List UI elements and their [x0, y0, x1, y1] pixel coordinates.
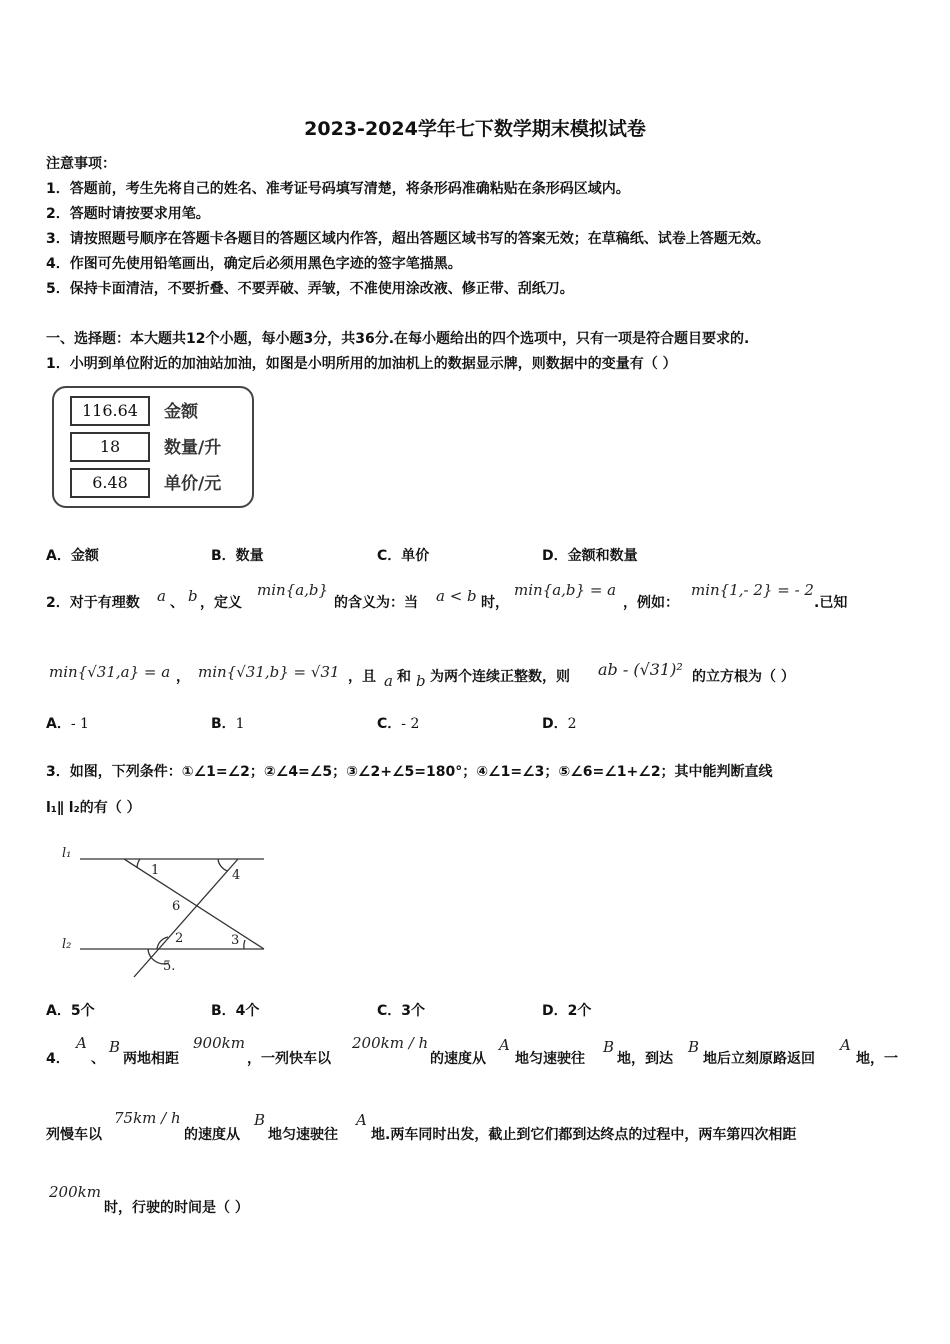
q4-text: 地，一 [856, 1051, 898, 1067]
q4-text: 的速度从 [430, 1051, 486, 1067]
angle-label-5: 5. [163, 959, 176, 974]
q3-option-d: D．2个 [542, 1003, 592, 1019]
q4-distance-2: 200km [49, 1183, 101, 1201]
q1-option-c: C．单价 [377, 548, 430, 564]
q2-text: ， [176, 669, 190, 685]
label-l1: l₁ [62, 846, 72, 861]
q2-condition-1: min{√31,a} = a [49, 663, 171, 681]
q2-option-d [542, 713, 577, 733]
q2-text: .已知 [814, 595, 848, 611]
q4-point-a: A [356, 1111, 367, 1129]
q4-text: 地，到达 [617, 1051, 673, 1067]
q4-point-b: B [603, 1038, 615, 1056]
q2-example: min{1,- 2} = - 2 [691, 581, 814, 599]
q1-option-b: B．数量 [211, 548, 264, 564]
q2-text: 、 [170, 595, 184, 611]
angle-label-3: 3 [231, 933, 240, 948]
quantity-value: 18 [70, 432, 150, 462]
parallel-lines-figure [56, 838, 276, 983]
transversal-1 [124, 859, 264, 949]
angle-label-6: 6 [172, 899, 181, 914]
amount-label: 金额 [164, 402, 198, 422]
unit-price-value: 6.48 [70, 468, 150, 498]
q4-point-b: B [109, 1038, 121, 1056]
q2-var-a: a [384, 672, 393, 690]
q4-text: ，一列快车以 [247, 1051, 331, 1067]
option-key: D． [542, 716, 568, 732]
q2-option-b [211, 713, 245, 733]
q4-text: 地匀速驶往 [268, 1127, 338, 1143]
q2-var-b: b [188, 587, 198, 605]
unit-price-label: 单价/元 [164, 474, 222, 494]
q3-option-c: C．3个 [377, 1003, 426, 1019]
q4-text: 时，行驶的时间是（ ） [104, 1200, 249, 1216]
amount-value: 116.64 [70, 396, 150, 426]
q2-min-def: min{a,b} [257, 581, 329, 599]
q3-option-b: B．4个 [211, 1003, 260, 1019]
notice-item: 1．答题前，考生先将自己的姓名、准考证号码填写清楚，将条形码准确粘贴在条形码区域内。 [46, 181, 630, 197]
angle-label-1: 1 [151, 863, 160, 878]
q4-text: 两地相距 [123, 1051, 179, 1067]
angle-label-2: 2 [175, 931, 184, 946]
angle-arc [244, 940, 245, 949]
q4-point-a: A [499, 1036, 510, 1054]
option-value: - 2 [401, 716, 420, 732]
q4-number: 4． [46, 1051, 70, 1067]
q4-speed-slow: 75km / h [114, 1109, 181, 1127]
q2-text: ，例如： [623, 595, 679, 611]
transversal-2 [134, 859, 241, 977]
label-l2: l₂ [62, 937, 72, 952]
option-key: B． [211, 716, 236, 732]
q2-option-a [46, 713, 89, 733]
option-value: 1 [235, 716, 245, 732]
notice-item: 4．作图可先使用铅笔画出，确定后必须用黑色字迹的签字笔描黑。 [46, 256, 462, 272]
q4-point-b: B [254, 1111, 266, 1129]
q2-text: 的立方根为（ ） [692, 669, 795, 685]
q2-var-b: b [416, 672, 426, 690]
notice-item: 3．请按照题号顺序在答题卡各题目的答题区域内作答，超出答题区域书写的答案无效；在草稿纸、试卷上答题无效。 [46, 231, 770, 247]
q4-text: 、 [91, 1051, 105, 1067]
angle-arc [157, 937, 168, 949]
q4-text: 地后立刻原路返回 [703, 1051, 815, 1067]
q4-text: 的速度从 [184, 1127, 240, 1143]
q4-speed-fast: 200km / h [352, 1034, 429, 1052]
q4-point-a: A [76, 1034, 87, 1052]
q1-option-a: A．金额 [46, 548, 99, 564]
q4-distance: 900km [193, 1034, 245, 1052]
notice-item: 2．答题时请按要求用笔。 [46, 206, 210, 222]
q4-text: 地.两车同时出发，截止到它们都到达终点的过程中，两车第四次相距 [371, 1127, 797, 1143]
q2-text: 为两个连续正整数，则 [430, 669, 570, 685]
question-3-text: 3．如图，下列条件：①∠1=∠2；②∠4=∠5；③∠2+∠5=180°；④∠1=∠3；⑤∠6=∠1+∠2；其中能判断直线 [46, 764, 773, 780]
angle-arc [218, 859, 228, 871]
fuel-display-panel [52, 386, 254, 508]
q2-text: 和 [397, 669, 411, 685]
q2-text: 的含义为：当 [334, 595, 418, 611]
notice-heading: 注意事项： [46, 156, 116, 172]
q2-condition: a < b [436, 587, 477, 605]
section-heading: 一、选择题：本大题共12个小题，每小题3分，共36分.在每小题给出的四个选项中，只有一项是符合题目要求的. [46, 331, 750, 347]
option-value: - 1 [70, 716, 89, 732]
q4-text: 地匀速驶往 [515, 1051, 585, 1067]
angle-arc [137, 859, 140, 868]
option-key: A． [46, 716, 71, 732]
q2-text: ，且 [348, 669, 376, 685]
question-3-text: l₁∥ l₂的有（ ） [46, 800, 141, 816]
q4-point-a: A [840, 1036, 851, 1054]
q1-option-d: D．金额和数量 [542, 548, 638, 564]
question-1-text: 1．小明到单位附近的加油站加油，如图是小明所用的加油机上的数据显示牌，则数据中的变量有（ ） [46, 356, 677, 372]
option-key: C． [377, 716, 402, 732]
quantity-label: 数量/升 [164, 438, 222, 458]
notice-item: 5．保持卡面清洁，不要折叠、不要弄破、弄皱，不准使用涂改液、修正带、刮纸刀。 [46, 281, 574, 297]
q2-min-eq: min{a,b} = a [514, 581, 617, 599]
q2-option-c [377, 713, 419, 733]
q4-text: 列慢车以 [46, 1127, 102, 1143]
q4-point-b: B [688, 1038, 700, 1056]
angle-label-4: 4 [232, 868, 241, 883]
q2-expression: ab - (√31)² [598, 660, 683, 679]
q2-var-a: a [157, 587, 166, 605]
option-value: 2 [567, 716, 577, 732]
page-title: 2023-2024学年七下数学期末模拟试卷 [304, 118, 646, 140]
q3-option-a: A．5个 [46, 1003, 95, 1019]
q2-text: 时， [481, 595, 509, 611]
q2-text: 2．对于有理数 [46, 595, 140, 611]
q2-text: ，定义 [200, 595, 242, 611]
q2-condition-2: min{√31,b} = √31 [198, 663, 340, 681]
